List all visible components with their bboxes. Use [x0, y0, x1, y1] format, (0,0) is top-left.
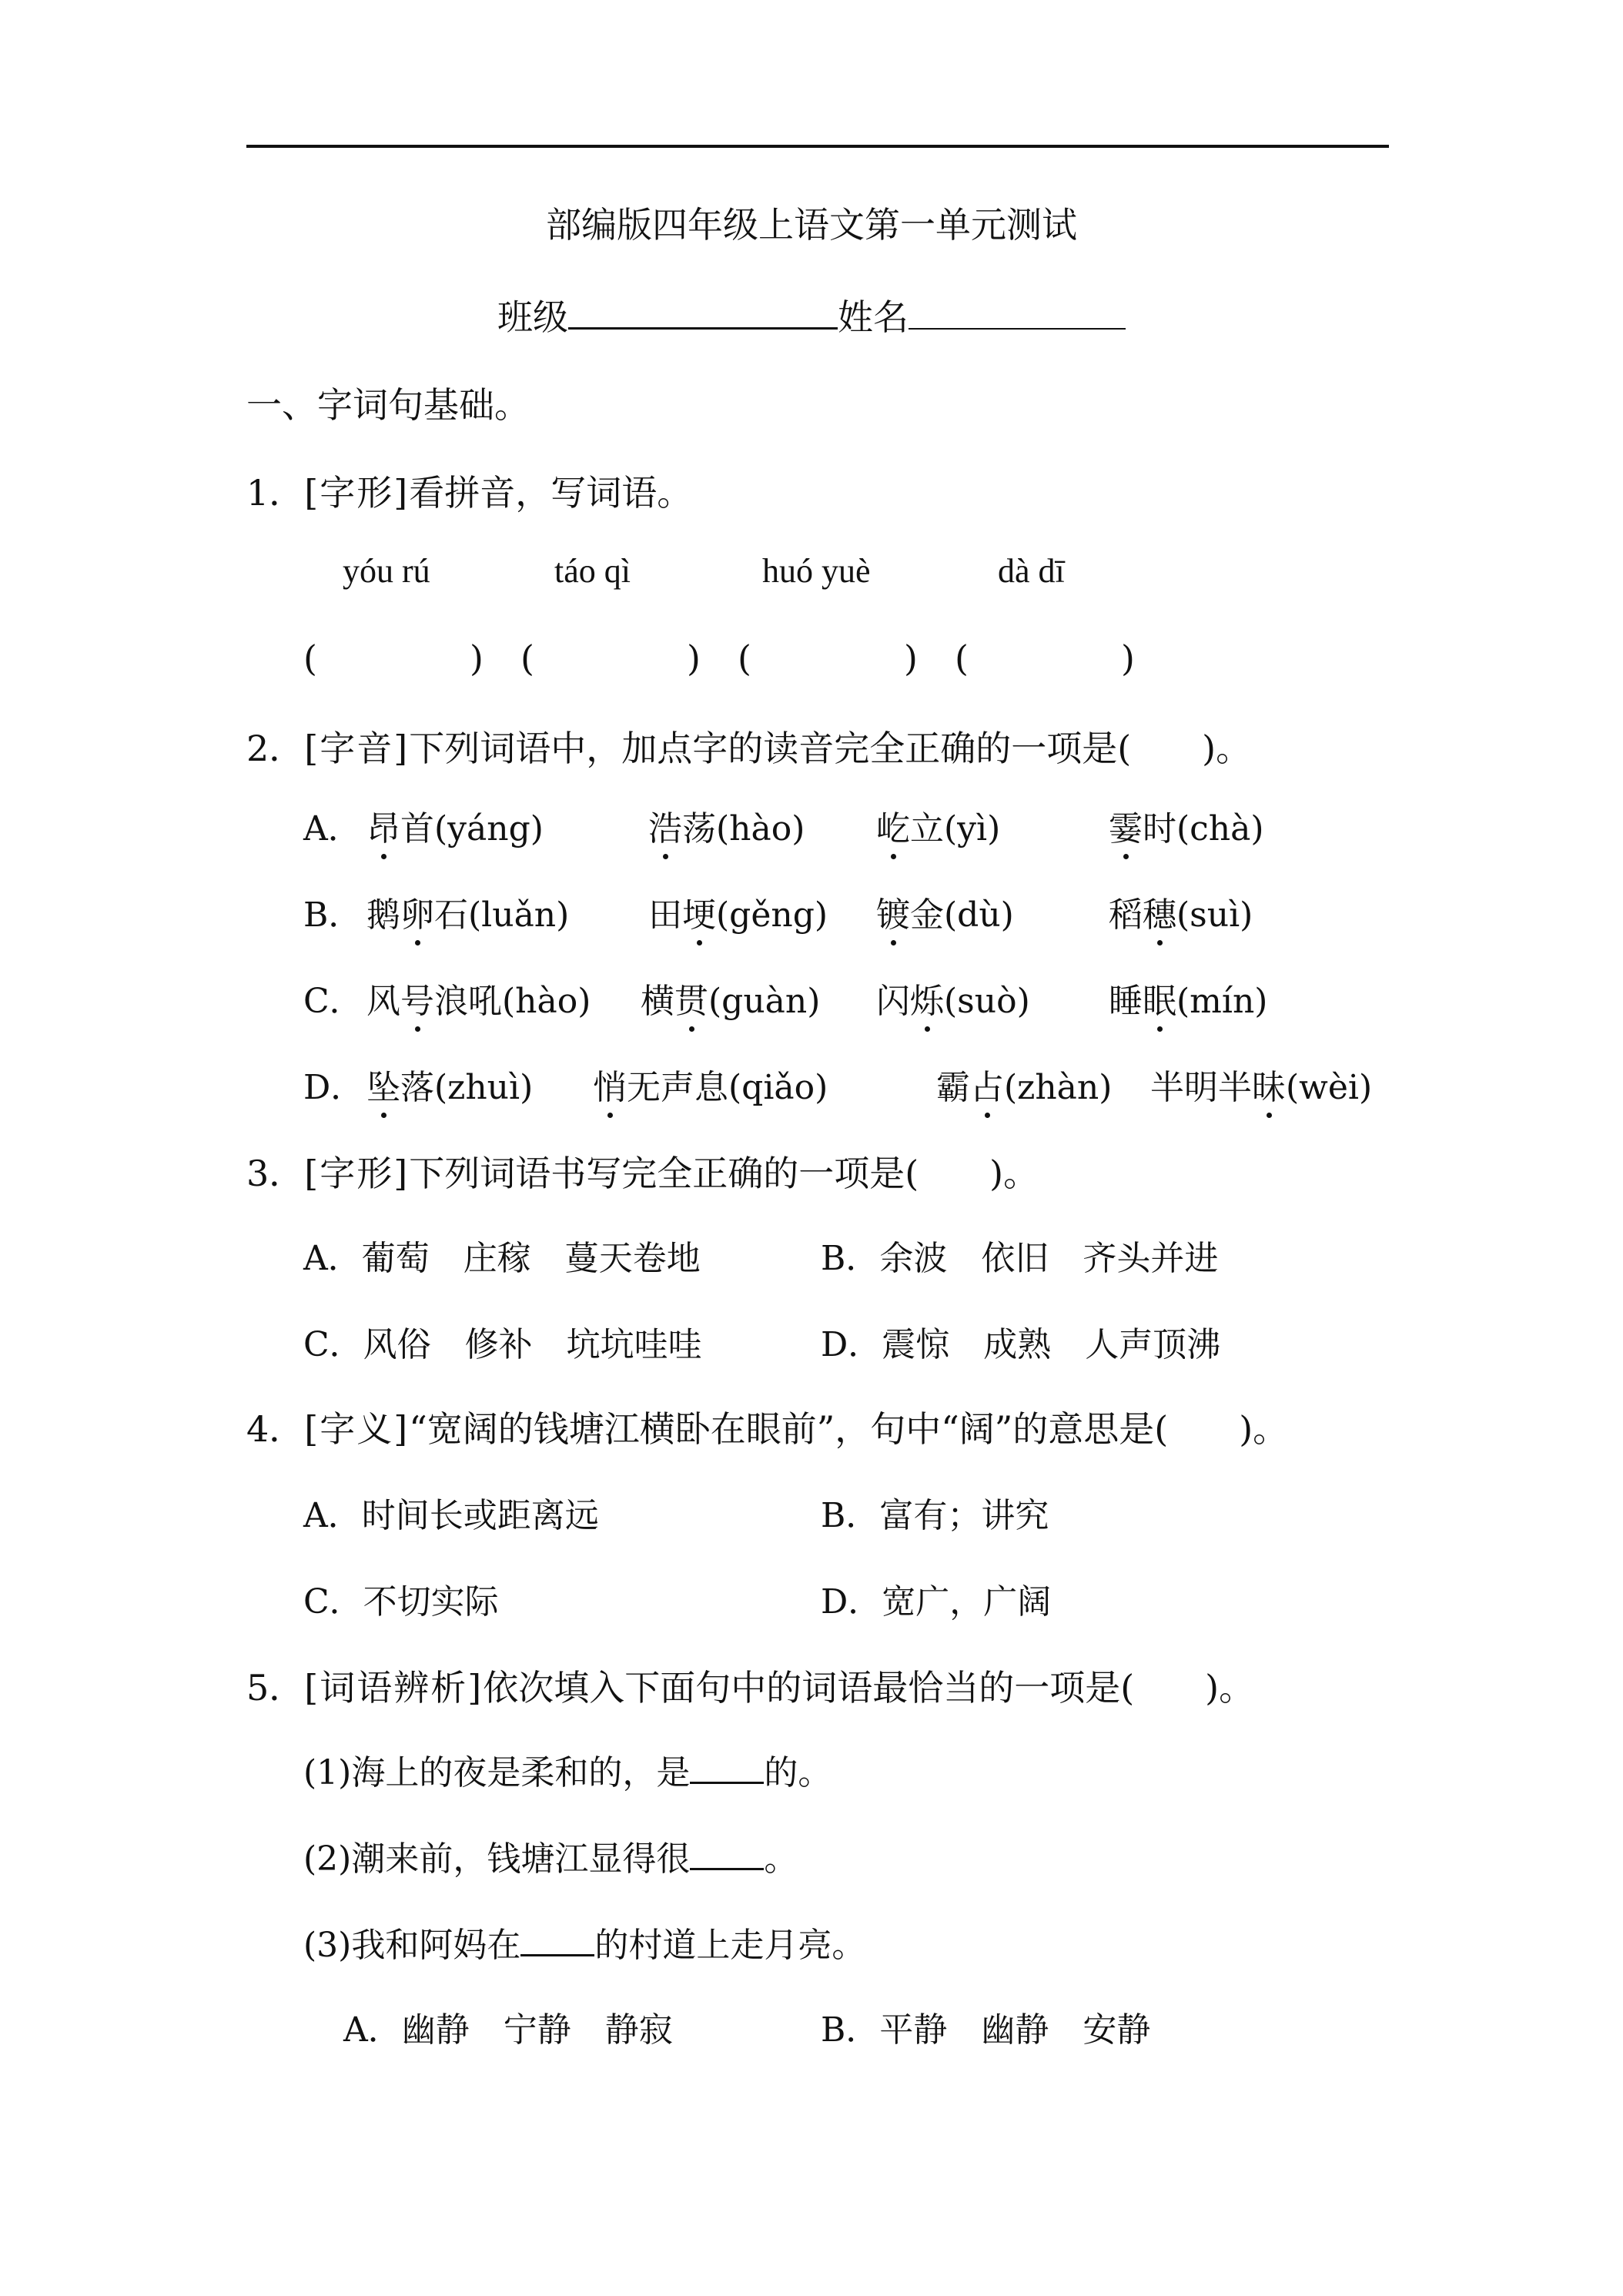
q2-b-item-3: 镀金(dù) [876, 887, 1014, 936]
pinyin-2: táo qì [554, 552, 631, 590]
question-4 [246, 1401, 1288, 1452]
question-number: 5． [246, 1667, 305, 1709]
q2-a-item-1: 昂首(yáng) [366, 801, 544, 850]
pinyin-3: huó yuè [762, 552, 871, 590]
question-tag: [字形] [304, 472, 410, 514]
header-rule [246, 145, 1389, 148]
q3-option-c[interactable]: C．风俗 修补 坑坑哇哇 [303, 1325, 702, 1364]
question-text: 下列词语中，加点字的读音完全正确的一项是( )。 [409, 728, 1252, 769]
option-letter-b[interactable]: B． [303, 895, 363, 935]
q2-d-item-3: 霸占(zhàn) [936, 1059, 1112, 1109]
question-tag: [字义] [304, 1408, 410, 1450]
question-1 [246, 465, 692, 516]
answer-box-4-close: ) [1121, 638, 1135, 679]
pinyin-4: dà dī [998, 552, 1065, 590]
option-letter-a[interactable]: A． [303, 809, 362, 848]
question-tag: [词语辨析] [304, 1667, 484, 1709]
q5-option-b[interactable]: B．平静 幽静 安静 [821, 2010, 1151, 2050]
q3-option-a[interactable]: A．葡萄 庄稼 蔓天卷地 [303, 1239, 701, 1278]
question-number: 4． [246, 1408, 305, 1450]
q2-b-item-2: 田埂(gěng) [648, 887, 828, 936]
question-tag: [字音] [304, 728, 410, 769]
question-3 [246, 1146, 1039, 1197]
answer-box-4-open: ( [955, 638, 969, 679]
q4-option-a[interactable]: A．时间长或距离远 [303, 1496, 599, 1535]
answer-box-1-open: ( [303, 638, 317, 679]
name-blank[interactable] [909, 305, 1126, 330]
name-label: 姓名 [838, 296, 909, 338]
q2-a-item-4: 霎时(chà) [1109, 801, 1264, 850]
question-number: 2． [246, 728, 305, 769]
question-number: 1． [246, 472, 305, 514]
q2-c-item-1: 风号浪吼(hào) [366, 973, 591, 1022]
q2-b-item-1: 鹅卵石(luǎn) [366, 887, 569, 936]
class-name-line [0, 290, 1623, 340]
answer-box-2-close: ) [687, 638, 701, 679]
q2-a-item-2: 浩荡(hào) [648, 801, 805, 850]
answer-box-1-close: ) [470, 638, 484, 679]
option-letter-c[interactable]: C． [303, 982, 363, 1021]
class-blank[interactable] [568, 304, 838, 330]
q2-b-item-4: 稻穗(suì) [1109, 887, 1253, 936]
q3-option-d[interactable]: D．震惊 成熟 人声顶沸 [821, 1325, 1221, 1364]
pinyin-1: yóu rú [343, 552, 430, 590]
q5-sentence-2: (2)潮来前，钱塘江显得很 。 [303, 1839, 798, 1879]
q3-option-b[interactable]: B．余波 依旧 齐头并进 [821, 1239, 1219, 1278]
answer-box-2-open: ( [520, 638, 534, 679]
page-title: 部编版四年级上语文第一单元测试 [546, 204, 1077, 246]
q2-c-item-2: 横贯(guàn) [641, 973, 820, 1022]
q5-option-a[interactable]: A．幽静 宁静 静寂 [343, 2010, 673, 2050]
question-text: 看拼音，写词语。 [409, 472, 693, 514]
answer-box-3-close: ) [904, 638, 918, 679]
q2-c-item-3: 闪烁(suò) [876, 973, 1030, 1022]
q2-d-item-2: 悄无声息(qiǎo) [593, 1059, 828, 1109]
section-heading: 一、字词句基础。 [246, 384, 530, 426]
fill-blank[interactable] [690, 1759, 764, 1784]
q5-sentence-3: (3)我和阿妈在 的村道上走月亮。 [303, 1926, 866, 1965]
question-text: 依次填入下面句中的词语最恰当的一项是( )。 [483, 1667, 1255, 1709]
fill-blank[interactable] [520, 1931, 594, 1956]
q4-option-d[interactable]: D．宽广，广阔 [821, 1582, 1052, 1622]
class-label: 班级 [497, 296, 568, 338]
q4-option-c[interactable]: C．不切实际 [303, 1582, 499, 1622]
option-letter-d[interactable]: D． [303, 1068, 365, 1107]
question-2 [246, 721, 1251, 771]
fill-blank[interactable] [690, 1845, 764, 1870]
q2-d-item-1: 坠落(zhuì) [366, 1059, 533, 1109]
q2-d-item-4: 半明半昧(wèi) [1150, 1059, 1372, 1109]
question-text: 下列词语书写完全正确的一项是( )。 [409, 1153, 1039, 1194]
question-tag: [字形] [304, 1153, 410, 1194]
q4-option-b[interactable]: B．富有；讲究 [821, 1496, 1049, 1535]
answer-box-3-open: ( [738, 638, 751, 679]
q2-c-item-4: 睡眠(mín) [1109, 973, 1267, 1022]
q2-a-item-3: 屹立(yì) [876, 801, 1000, 850]
q5-sentence-1: (1)海上的夜是柔和的，是 的。 [303, 1753, 832, 1792]
question-text: “宽阔的钱塘江横卧在眼前”，句中“阔”的意思是( )。 [409, 1408, 1289, 1450]
question-5 [246, 1660, 1254, 1711]
question-number: 3． [246, 1153, 305, 1194]
